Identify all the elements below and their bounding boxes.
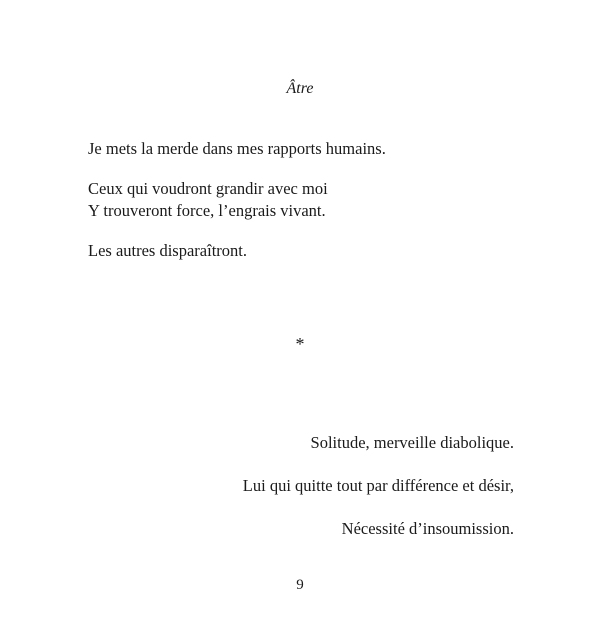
page-number: 9 [296,577,304,593]
section-separator: * [295,334,305,354]
poem-title: Âtre [286,80,314,97]
poem-line: Lui qui quitte tout par différence et désir, [242,476,514,495]
poem-line: Y trouveront force, l’engrais vivant. [88,201,326,220]
poem-line: Nécessité d’insoumission. [341,519,514,538]
poem-line: Les autres disparaîtront. [88,241,247,260]
poem-line: Ceux qui voudront grandir avec moi [88,179,328,198]
poem-line: Je mets la merde dans mes rapports humains. [88,139,386,158]
poem-line: Solitude, merveille diabolique. [310,433,514,452]
